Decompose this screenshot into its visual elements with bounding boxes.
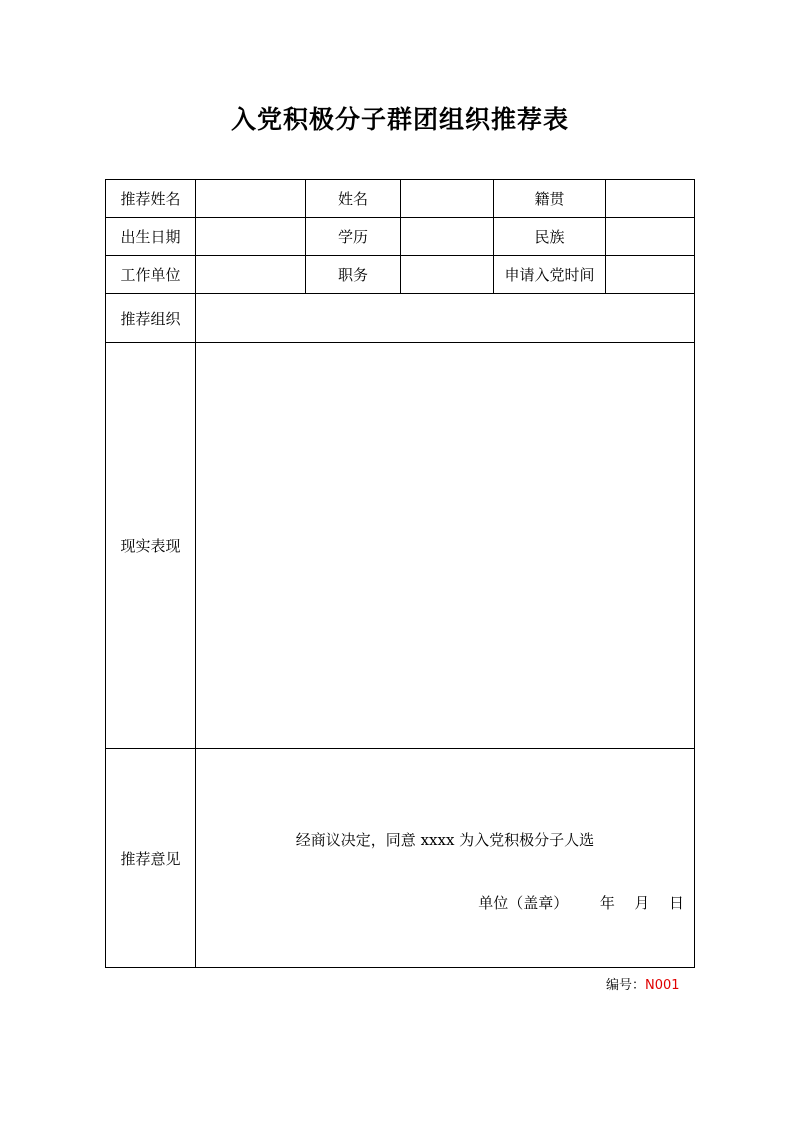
table-row	[106, 343, 695, 749]
birth-date-label: 出生日期	[106, 218, 196, 256]
year-label: 年	[599, 894, 615, 912]
application-time-label: 申请入党时间	[494, 256, 606, 294]
recommender-name-label: 推荐姓名	[106, 180, 196, 218]
table-row	[106, 256, 695, 294]
ethnicity-field[interactable]	[606, 218, 695, 256]
birth-date-field[interactable]	[196, 218, 306, 256]
table-row	[106, 180, 695, 218]
ethnicity-label: 民族	[494, 218, 606, 256]
signature-line	[478, 892, 684, 913]
recommender-name-field[interactable]	[196, 180, 306, 218]
opinion-label: 推荐意见	[106, 749, 196, 968]
unit-seal-label: 单位（盖章）	[478, 894, 569, 912]
native-place-label: 籍贯	[494, 180, 606, 218]
table-row	[106, 294, 695, 343]
position-field[interactable]	[401, 256, 494, 294]
education-field[interactable]	[401, 218, 494, 256]
opinion-field[interactable]	[196, 749, 695, 968]
application-time-field[interactable]	[606, 256, 695, 294]
recommendation-form-table	[105, 179, 695, 968]
name-field[interactable]	[401, 180, 494, 218]
name-label: 姓名	[306, 180, 401, 218]
serial-value: N001	[645, 978, 680, 993]
table-row	[106, 749, 695, 968]
opinion-text: 经商议决定，同意 xxxx 为入党积极分子人选	[295, 831, 595, 849]
education-label: 学历	[306, 218, 401, 256]
work-unit-label: 工作单位	[106, 256, 196, 294]
month-label: 月	[634, 894, 650, 912]
work-unit-field[interactable]	[196, 256, 306, 294]
day-label: 日	[668, 894, 684, 912]
performance-label: 现实表现	[106, 343, 196, 749]
serial-number	[606, 974, 680, 993]
serial-label: 编号：	[606, 978, 646, 993]
form-title: 入党积极分子群团组织推荐表	[230, 105, 569, 134]
recommending-org-label: 推荐组织	[106, 294, 196, 343]
performance-field[interactable]	[196, 343, 695, 749]
recommending-org-field[interactable]	[196, 294, 695, 343]
position-label: 职务	[306, 256, 401, 294]
native-place-field[interactable]	[606, 180, 695, 218]
table-row	[106, 218, 695, 256]
